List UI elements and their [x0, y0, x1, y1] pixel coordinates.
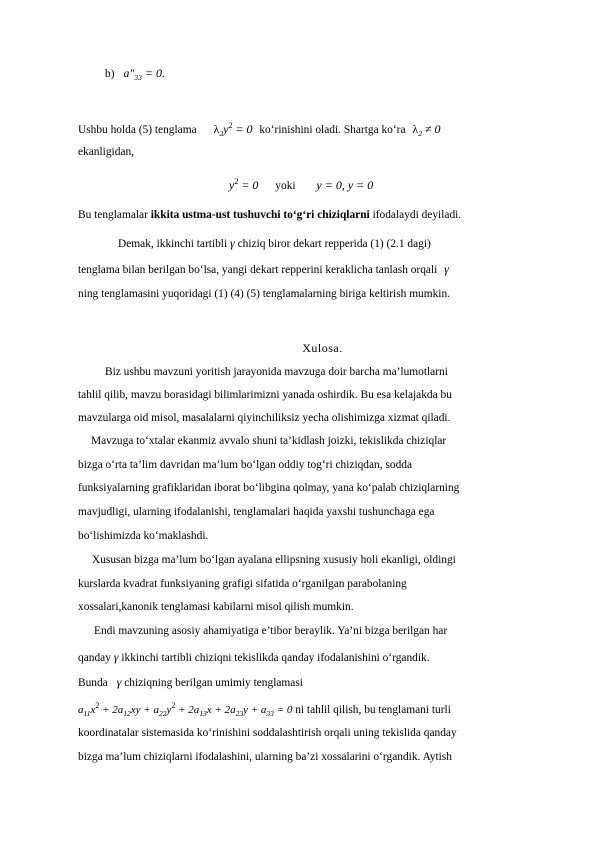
conclusion-line-12: Endi mavzuning asosiy ahamiyatiga e’tibor beraylik. Ya’ni bizga berilgan har — [94, 625, 448, 637]
last-l3-post: ni tahlil qilish, bu tenglamani turli — [295, 704, 451, 716]
para3-line2 — [78, 258, 449, 282]
conclusion-line-2: tahlil qilib, mavzu borasidagi bilimlarimizni yanada oshirdik. Bu esa kelajakda bu — [78, 389, 452, 401]
para1-text-mid: ko‘rinishini oladi. Shartga ko‘ra — [259, 124, 406, 136]
conclusion-line-11: xossalari,kanonik tenglamasi kabilarni misol qilish mumkin. — [78, 601, 354, 613]
item-b-formula: $a"_{33} = 0$ — [123, 66, 163, 82]
section-heading: Xulosa. — [302, 341, 343, 355]
para3-l1-pre: Demak, ikkinchi tartibli — [118, 238, 228, 250]
item-b-label: b) — [105, 68, 115, 80]
conclusion-line-3: mavzularga oid misol, masalalarni qiyinchiliksiz yecha olishimizga xizmat qiladi. — [78, 412, 451, 424]
para2-line — [78, 204, 461, 227]
last-l2-post: chiziqning berilgan umimiy tenglamasi — [124, 677, 303, 689]
gamma-symbol-4: γ — [116, 675, 122, 689]
eq-center-line — [229, 174, 373, 199]
last-l1-pre: qanday — [78, 652, 111, 664]
last-line-2 — [78, 671, 303, 695]
para1-formula2: $\lambda_2 \ne 0$ — [412, 122, 441, 138]
item-b-line — [105, 62, 165, 87]
para2-post: ifodalaydi deyiladi. — [369, 209, 462, 221]
para1-line2: ekanligidan, — [78, 146, 134, 158]
last-l1-post: ikkinchi tartibli chiziqni tekislikda qanday ifodalanishini o‘rgandik. — [121, 652, 430, 664]
conclusion-line-6: funksiyalarning grafiklaridan iborat bo‘libgina qolmay, yana ko‘palab chiziqlarning — [78, 482, 460, 494]
conclusion-line-5: bizga o‘rta ta’lim davridan ma’lum bo‘lgan oddiy tog‘ri chiziqdan, sodda — [78, 459, 413, 471]
para3-line3: ning tenglamasini yuqoridagi (1) (4) (5) tenglamalarning biriga keltirish mumkin. — [78, 288, 451, 300]
para3-l2-text: tenglama bilan berilgan bo‘lsa, yangi dekart repperini keraklicha tanlash orqali — [78, 264, 438, 276]
last-line-5: bizga ma’lum chiziqlarni ifodalashini, ularning ba’zi xossalarini o‘rgandik. Aytish — [78, 751, 452, 763]
conclusion-line-10: kurslarda kvadrat funksiyaning grafigi sifatida o‘rganilgan parabolaning — [78, 578, 407, 590]
last-l2-pre: Bunda — [78, 677, 108, 689]
gamma-symbol-2: γ — [444, 262, 449, 276]
para2-bold: ikkita ustma-ust tushuvchi to‘g‘ri chiziqlarni — [150, 209, 370, 221]
last-line-4: koordinatalar sistemasida ko‘rinishini soddalashtirish orqali uning tekislida qanday — [78, 727, 457, 739]
para1-text-pre: Ushbu holda (5) tenglama — [78, 124, 197, 136]
conclusion-line-4: Mavzuga to‘xtalar ekanmiz avvalo shuni ta’kidlash joizki, tekislikda chiziqlar — [91, 435, 447, 447]
eq-right-formula: y = 0, y = 0 — [316, 178, 374, 192]
eq-yoki: yoki — [275, 180, 296, 192]
para1-line1 — [78, 118, 441, 143]
general-equation-formula: $a_{11}x^2 + 2a_{12}xy + a_{22}y^2 + 2a_{13}x + 2a_{23}y + a_{33} = 0$ — [78, 701, 293, 718]
gamma-symbol-3: γ — [113, 650, 119, 664]
conclusion-line-8: bo‘lishimizda ko‘maklashdi. — [78, 530, 209, 542]
last-line-3 — [78, 699, 451, 723]
last-line-1 — [78, 646, 430, 670]
para3-l1-post: chiziq biror dekart repperida (1) (2.1 dagi) — [237, 238, 431, 250]
para1-formula1: $\lambda_2y^2 = 0$ — [213, 121, 253, 138]
para3-line1 — [118, 232, 431, 256]
conclusion-line-9: Xususan bizga ma’lum bo‘lgan ayalana ellipsning xususiy holi ekanligi, oldingi — [92, 554, 456, 566]
para2-pre: Bu tenglamalar — [78, 209, 151, 221]
eq-left-formula: $y^2 = 0$ — [229, 177, 259, 192]
conclusion-line-7: mavjudligi, ularning ifodalanishi, tenglamalari haqida yaxshi tushunchaga ega — [78, 506, 435, 518]
conclusion-line-1: Biz ushbu mavzuni yoritish jarayonida mavzuga doir barcha ma’lumotlarni — [105, 366, 448, 378]
item-b-end: . — [162, 68, 165, 80]
gamma-symbol-1: γ — [230, 236, 235, 250]
